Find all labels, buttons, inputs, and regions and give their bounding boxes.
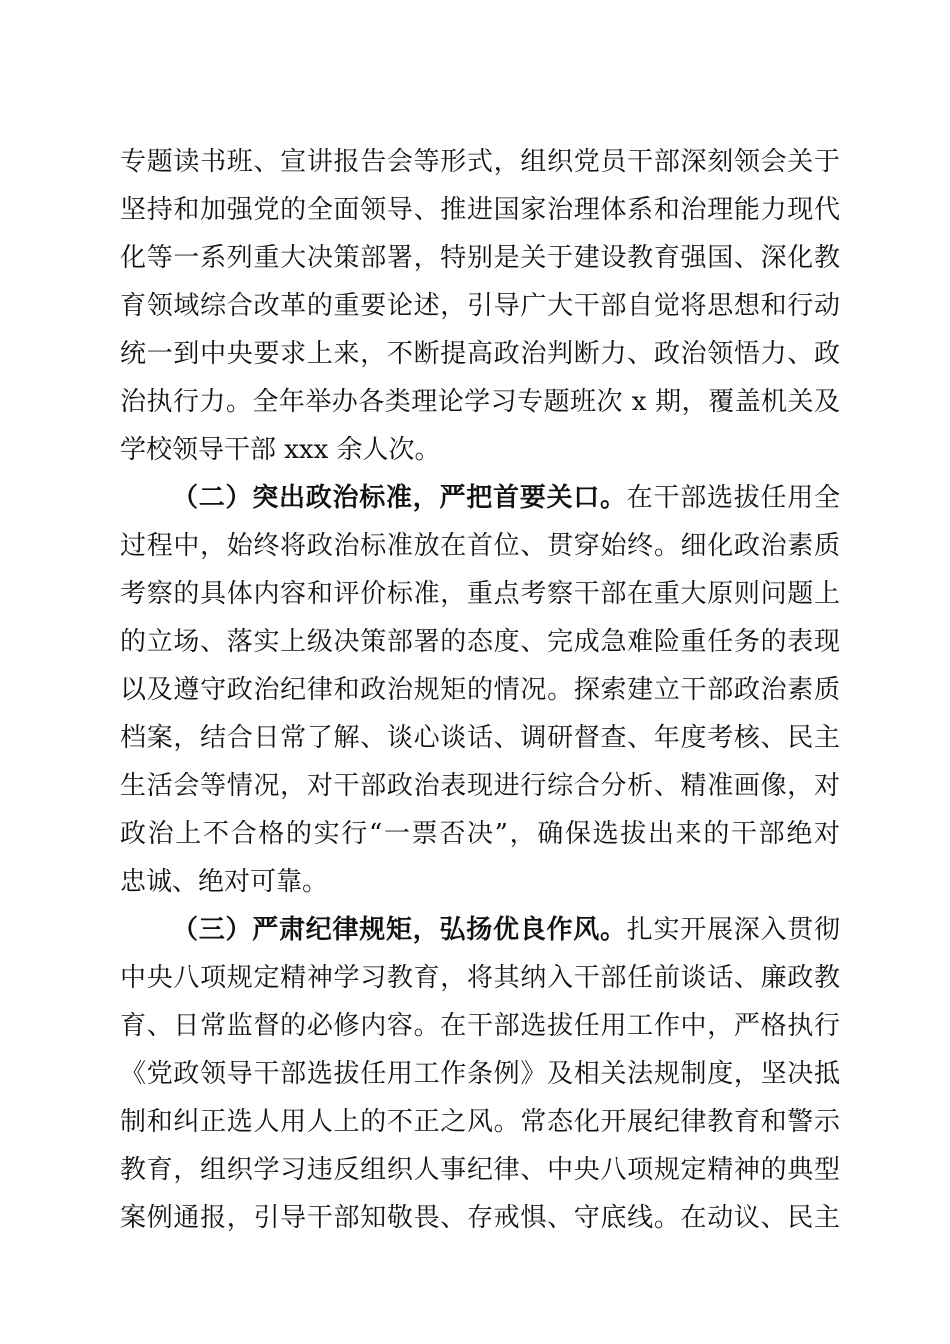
p2-first-line [172, 474, 840, 522]
p1-line-6: 治执行力。全年举办各类理论学习专题班次 x 期，覆盖机关及 [120, 387, 840, 417]
p1-line-1: 专题读书班、宣讲报告会等形式，组织党员干部深刻领会关于 [120, 147, 840, 177]
p2-line-8: 政治上不合格的实行“一票否决”，确保选拔出来的干部绝对 [120, 819, 840, 849]
p2-line-5: 以及遵守政治纪律和政治规矩的情况。探索建立干部政治素质 [120, 675, 840, 705]
p3-line-6: 教育，组织学习违反组织人事纪律、中央八项规定精神的典型 [120, 1155, 840, 1185]
p3-line-5: 制和纠正选人用人上的不正之风。常态化开展纪律教育和警示 [120, 1107, 840, 1137]
p1-line-4: 育领域综合改革的重要论述，引导广大干部自觉将思想和行动 [120, 291, 840, 321]
p1-line-3: 化等一系列重大决策部署，特别是关于建设教育强国、深化教 [120, 243, 840, 273]
section-heading-2: （二）突出政治标准，严把首要关口。 [172, 483, 627, 513]
p1-line-7: 学校领导干部 xxx 余人次。 [120, 435, 441, 465]
p3-first-line-text: 扎实开展深入贯彻 [626, 915, 840, 945]
p1-line-5: 统一到中央要求上来，不断提高政治判断力、政治领悟力、政 [120, 339, 840, 369]
p2-first-line-text: 在干部选拔任用全 [626, 483, 840, 513]
section-heading-3: （三）严肃纪律规矩，弘扬优良作风。 [172, 915, 627, 945]
p3-line-4: 《党政领导干部选拔任用工作条例》及相关法规制度，坚决抵 [120, 1059, 840, 1089]
p3-line-2: 中央八项规定精神学习教育，将其纳入干部任前谈话、廉政教 [120, 963, 840, 993]
p2-line-7: 生活会等情况，对干部政治表现进行综合分析、精准画像，对 [120, 771, 840, 801]
p3-line-7: 案例通报，引导干部知敬畏、存戒惧、守底线。在动议、民主 [120, 1203, 840, 1233]
p3-line-3: 育、日常监督的必修内容。在干部选拔任用工作中，严格执行 [120, 1011, 840, 1041]
p2-line-3: 考察的具体内容和评价标准，重点考察干部在重大原则问题上 [120, 579, 840, 609]
p2-line-9: 忠诚、绝对可靠。 [120, 867, 329, 897]
p2-line-6: 档案，结合日常了解、谈心谈话、调研督查、年度考核、民主 [120, 723, 840, 753]
p1-line-2: 坚持和加强党的全面领导、推进国家治理体系和治理能力现代 [120, 195, 840, 225]
p2-line-4: 的立场、落实上级决策部署的态度、完成急难险重任务的表现 [120, 627, 840, 657]
p3-first-line [172, 906, 840, 954]
p2-line-2: 过程中，始终将政治标准放在首位、贯穿始终。细化政治素质 [120, 531, 840, 561]
